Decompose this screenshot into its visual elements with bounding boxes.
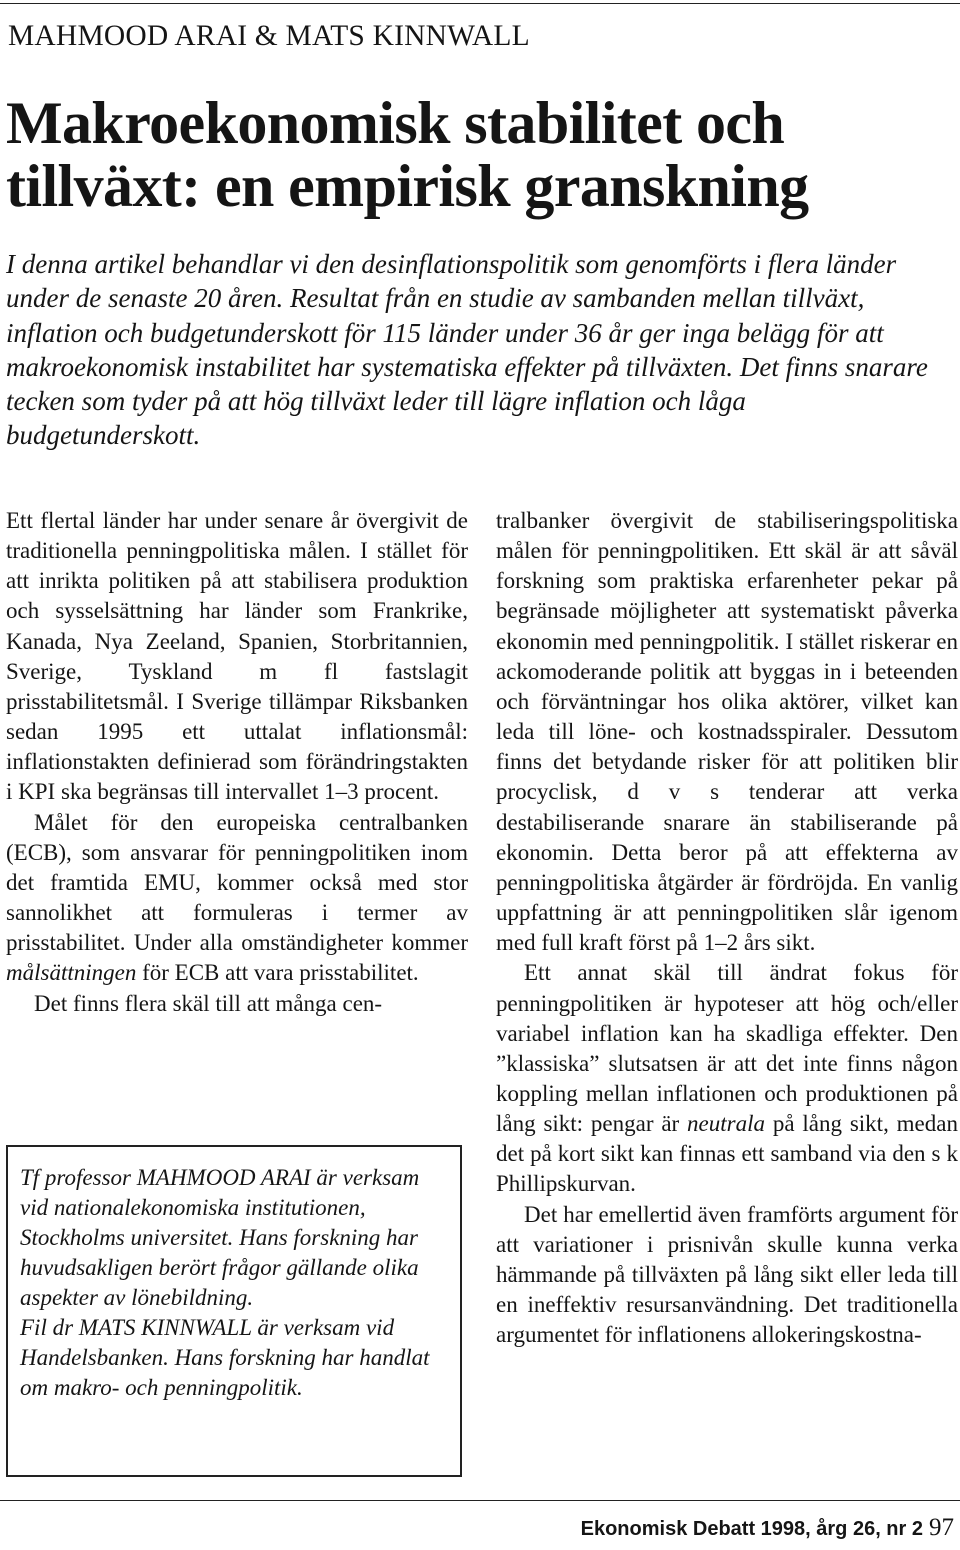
page-number: 97 [929, 1514, 954, 1541]
emphasis-text: neutrala [687, 1111, 765, 1137]
body-paragraph: Ett flertal länder har under senare år övergivit de traditionella penningpolitiska målen. I stället för att inrikta politiken på att stabilisera produktion och sysselsättning har länder som Frankrike, Kanada, Nya Zeeland, Spanien, Storbritannien, Sverige, Tyskland m fl fastslagit prisstabilitetsmål. I Sverige tillämpar Riksbanken sedan 1995 ett uttalat inflationsmål: inflationstakten definierad som förändringstakten i KPI ska begränsas till intervallet 1–3 procent. [6, 508, 468, 805]
paragraph-text: på lång sikt, medan det på kort sikt kan finnas ett samband via den s k Phillipskurvan. [496, 1111, 958, 1197]
body-paragraph: Det har emellertid även framförts argument för att variationer i prisnivån skulle kunna verka hämmande på tillväxten på lång sikt eller leda till en ineffektiv resursanvändning. Det traditionella argumentet för inflationens allokeringskostna- [496, 1201, 958, 1348]
body-paragraph: tralbanker övergivit de stabiliseringspolitiska målen för penningpolitiken. Ett skäl är att såväl forskning som praktiska erfarenheter pekar på begränsade möjligheter att systematiskt påverka ekonomin med penningpolitik. I stället riskerar en ackomoderande politik att byggas in i beteenden och förväntningar hos olika aktörer, vilket kan leda till löne- och kostnadsspiraler. Dessutom finns det betydande risker för att politiken blir procyclisk, d v s tenderar att verka destabiliserande snarare än stabiliserande på ekonomin. Detta beror på att effekterna av penningpolitiska åtgärder är fördröjda. En vanlig uppfattning är att penningpolitiken slår igenom med full kraft först på 1–2 års sikt. [496, 508, 958, 956]
journal-citation: Ekonomisk Debatt 1998, årg 26, nr 2 [580, 1518, 923, 1540]
article-authors: MAHMOOD ARAI & MATS KINNWALL [8, 20, 530, 52]
paragraph-text: Målet för den europeiska centralbanken (ECB), som ansvarar för penningpolitiken inom det framtida EMU, kommer också med stor sannolikhet att formuleras i termer av prisstabilitet. Under alla omständigheter kommer [6, 809, 468, 956]
body-paragraph: Det finns flera skäl till att många cen- [34, 990, 383, 1016]
article-title: Makroekonomisk stabilitet och tillväxt: en empirisk granskning [6, 90, 809, 219]
emphasis-text: målsättningen [6, 960, 137, 986]
author-bio-box [6, 1145, 462, 1477]
body-paragraph [6, 808, 468, 989]
right-column [496, 506, 958, 1350]
left-column [6, 506, 468, 1019]
page-footer [581, 1513, 954, 1544]
author-bio-kinnwall: Fil dr MATS KINNWALL är verksam vid Handelsbanken. Hans forskning har handlat om makro- och penningpolitik. [20, 1315, 430, 1400]
paragraph-text: för ECB att vara prisstabilitet. [136, 960, 419, 986]
paragraph-text: Ett annat skäl till ändrat fokus för penningpolitiken är hypoteser att hög och/eller variabel inflation kan ha skadliga effekter. Den ”klassiska” slutsatsen är att det inte finns någon koppling mellan inflationen och produktionen på lång sikt: pengar är [496, 960, 958, 1137]
bottom-rule [0, 1500, 960, 1501]
author-bio-arai: Tf professor MAHMOOD ARAI är verksam vid nationalekonomiska institutionen, Stockholms universitet. Hans forskning har huvudsakligen berört frågor gällande olika aspekter av lönebildning. [20, 1165, 420, 1310]
body-paragraph [496, 958, 958, 1199]
top-rule [0, 3, 960, 4]
article-abstract: I denna artikel behandlar vi den desinflationspolitik som genomförts i flera länder under de senaste 20 åren. Resultat från en studie av sambanden mellan tillväxt, inflation och budgetunderskott för 115 länder under 36 år ger inga belägg för att makroekonomisk instabilitet har systematiska effekter på tillväxten. Det finns snarare tecken som tyder på att hög tillväxt leder till lägre inflation och låga budgetunderskott. [6, 249, 928, 451]
